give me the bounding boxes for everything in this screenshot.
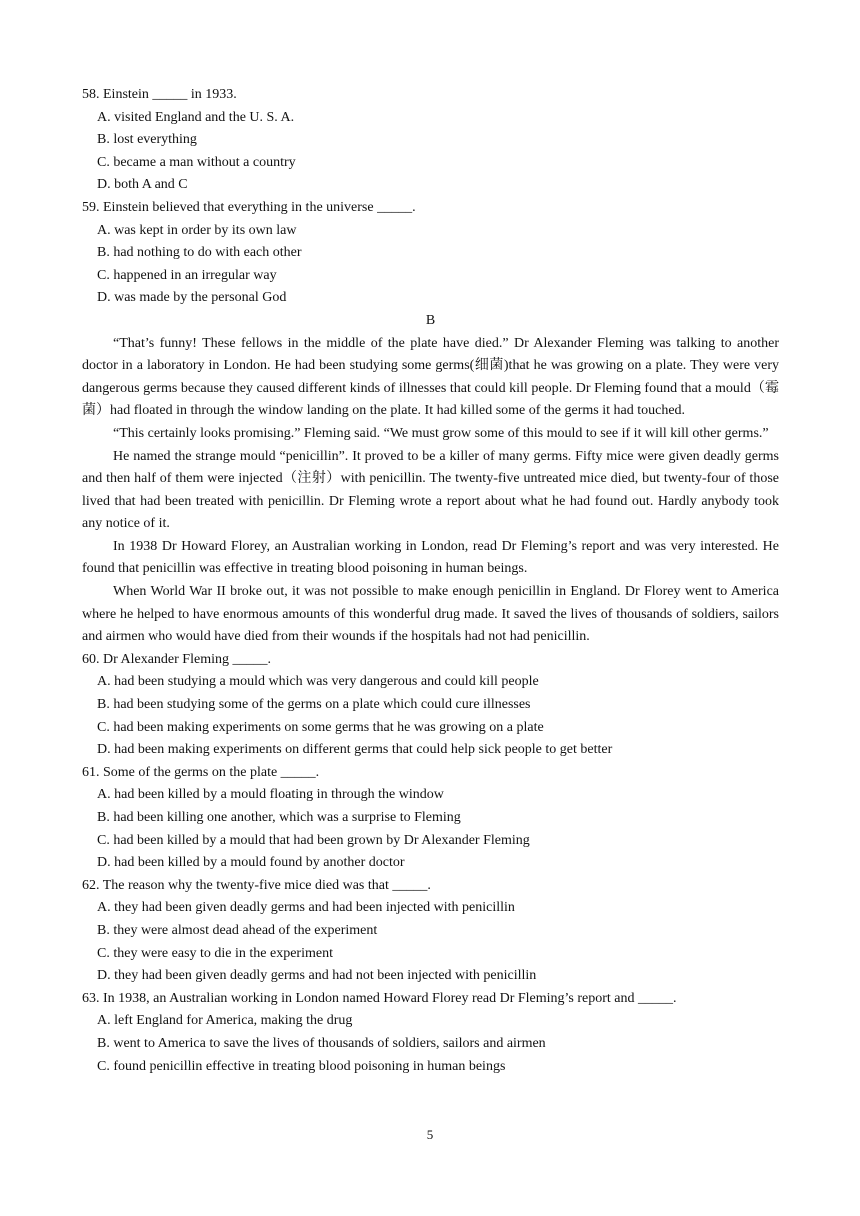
question-62-option-c: C. they were easy to die in the experiment bbox=[97, 945, 333, 961]
section-b-title: B bbox=[425, 312, 436, 328]
question-61-stem: 61. Some of the germs on the plate _____. bbox=[82, 764, 320, 780]
question-62-stem: 62. The reason why the twenty-five mice died was that _____. bbox=[82, 877, 431, 893]
question-62-option-b: B. they were almost dead ahead of the experiment bbox=[97, 922, 378, 938]
question-60-option-a: A. had been studying a mould which was very dangerous and could kill people bbox=[97, 674, 539, 690]
question-58-option-b: B. lost everything bbox=[97, 132, 197, 148]
question-63-option-c: C. found penicillin effective in treating blood poisoning in human beings bbox=[97, 1058, 506, 1074]
question-61-option-a: A. had been killed by a mould floating in through the window bbox=[97, 787, 444, 803]
question-62-option-d: D. they had been given deadly germs and had not been injected with penicillin bbox=[97, 968, 537, 984]
question-59-option-d: D. was made by the personal God bbox=[97, 290, 287, 306]
question-58-option-c: C. became a man without a country bbox=[97, 154, 296, 170]
question-62-option-a: A. they had been given deadly germs and had been injected with penicillin bbox=[97, 900, 515, 916]
passage-paragraph: “This certainly looks promising.” Fleming said. “We must grow some of this mould to see if it will kill other germs.” bbox=[113, 425, 769, 441]
question-61-option-d: D. had been killed by a mould found by another doctor bbox=[97, 855, 405, 871]
passage-paragraph: In 1938 Dr Howard Florey, an Australian working in London, read Dr Fleming’s report and was very interested. He found that penicillin was effective in treating blood poisoning in human beings. bbox=[82, 538, 779, 577]
page-content bbox=[82, 84, 779, 1078]
question-59-option-b: B. had nothing to do with each other bbox=[97, 245, 302, 261]
question-60-stem: 60. Dr Alexander Fleming _____. bbox=[82, 651, 271, 667]
question-63-option-b: B. went to America to save the lives of thousands of soldiers, sailors and airmen bbox=[97, 1035, 546, 1051]
question-61-option-b: B. had been killing one another, which was a surprise to Fleming bbox=[97, 810, 461, 825]
question-58-option-a: A. visited England and the U. S. A. bbox=[97, 109, 295, 125]
question-61-option-c: C. had been killed by a mould that had been grown by Dr Alexander Fleming bbox=[97, 832, 530, 848]
question-60-option-c: C. had been making experiments on some germs that he was growing on a plate bbox=[97, 719, 544, 735]
question-63-option-a: A. left England for America, making the drug bbox=[97, 1013, 353, 1029]
question-58-option-d: D. both A and C bbox=[97, 177, 188, 193]
page-number: 5 bbox=[426, 1127, 434, 1142]
question-60-option-d: D. had been making experiments on different germs that could help sick people to get better bbox=[97, 742, 613, 758]
question-63-stem: 63. In 1938, an Australian working in London named Howard Florey read Dr Fleming’s report and _____. bbox=[82, 990, 677, 1006]
passage-paragraph: When World War II broke out, it was not possible to make enough penicillin in England. Dr Florey went to America where he helped to have enormous amounts of this wonderful drug made. It saved the lives of thousands of soldiers, sailors and airmen who would have died from their wounds if the hospitals had not had penicillin. bbox=[82, 584, 779, 645]
question-58-stem: 58. Einstein _____ in 1933. bbox=[82, 87, 237, 102]
question-60-option-b: B. had been studying some of the germs on a plate which could cure illnesses bbox=[97, 697, 531, 713]
question-59-stem: 59. Einstein believed that everything in the universe _____. bbox=[82, 199, 416, 215]
question-59-option-a: A. was kept in order by its own law bbox=[97, 222, 297, 238]
question-59-option-c: C. happened in an irregular way bbox=[97, 267, 277, 283]
passage-paragraph: “That’s funny! These fellows in the middle of the plate have died.” Dr Alexander Fleming was talking to another doctor in a laboratory in London. He had been studying some germs(细菌)that he was growing on a plate. They were very dangerous germs because they caused different kinds of illnesses that could kill people. Dr Fleming found that a mould（霉菌）had floated in through the window landing on the plate. It had killed some of the germs it had touched. bbox=[82, 335, 779, 419]
passage-paragraph: He named the strange mould “penicillin”. It proved to be a killer of many germs. Fifty mice were given deadly germs and then half of them were injected（注射）with penicillin. The twenty-five untreated mice died, but twenty-four of those lived that had been treated with penicillin. Dr Fleming wrote a report about what he had found out. Hardly anybody took any notice of it. bbox=[82, 448, 779, 532]
